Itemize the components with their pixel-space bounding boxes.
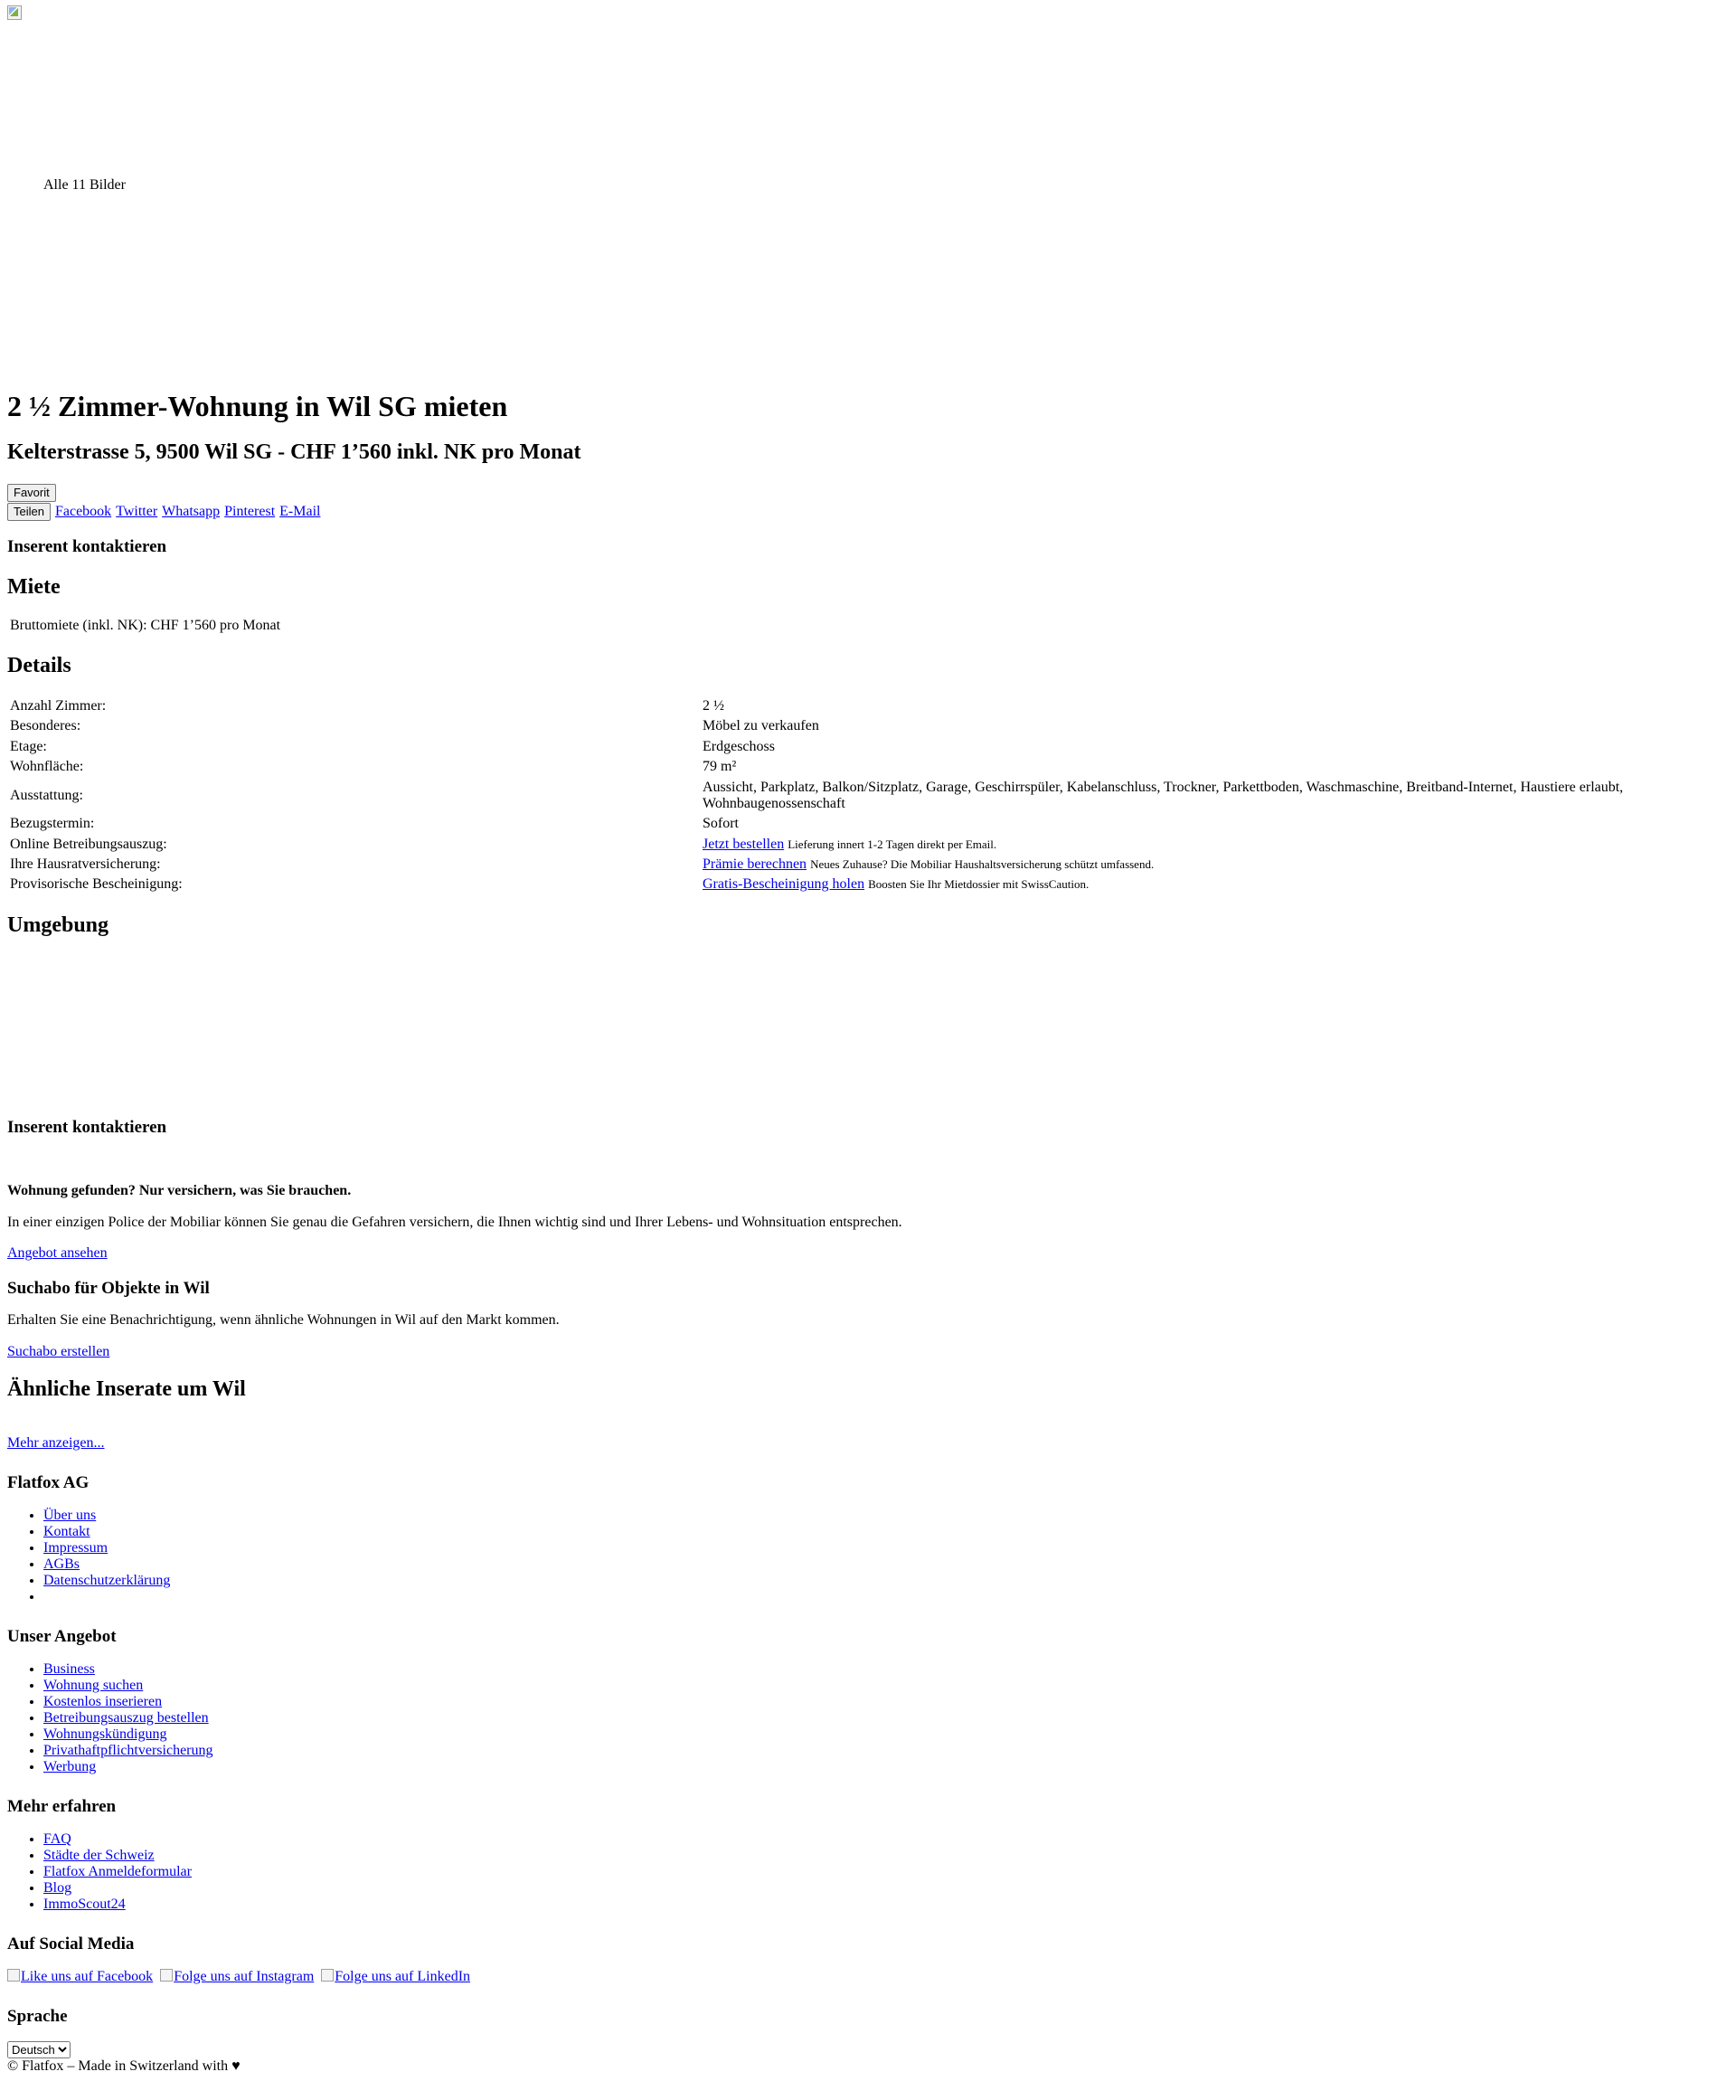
list-item <box>43 1524 1729 1540</box>
immoscout-link[interactable]: ImmoScout24 <box>43 1896 126 1912</box>
table-row <box>9 758 1727 776</box>
detail-value: 79 m² <box>703 759 737 775</box>
view-offer-link[interactable]: Angebot ansehen <box>7 1245 108 1262</box>
share-twitter-link[interactable]: Twitter <box>116 504 158 520</box>
list-item <box>43 1540 1729 1556</box>
contact-link[interactable]: Kontakt <box>43 1524 90 1540</box>
detail-note: Lieferung innert 1-2 Tagen direkt per Email. <box>788 837 997 851</box>
share-email-link[interactable]: E-Mail <box>279 504 321 520</box>
share-pinterest-link[interactable]: Pinterest <box>224 504 276 520</box>
free-listing-link[interactable]: Kostenlos inserieren <box>43 1694 163 1710</box>
advertising-link[interactable]: Werbung <box>43 1759 97 1775</box>
table-row <box>9 717 1727 735</box>
list-item <box>43 1678 1729 1694</box>
cities-link[interactable]: Städte der Schweiz <box>43 1847 155 1863</box>
table-row <box>9 738 1727 756</box>
insurance-box <box>7 1183 1729 1262</box>
list-item <box>43 1573 1729 1589</box>
footer-learn-list <box>7 1831 1729 1913</box>
detail-value: Möbel zu verkaufen <box>703 718 819 734</box>
insurance-title: Wohnung gefunden? Nur versichern, was Sie brauchen. <box>7 1183 352 1199</box>
table-row <box>9 815 1727 833</box>
image-gallery <box>7 0 1729 389</box>
footer-company-heading: Flatfox AG <box>7 1473 90 1493</box>
instagram-link-label: Folge uns auf Instagram <box>174 1968 315 1984</box>
list-item <box>43 1556 1729 1573</box>
footer-learn-heading: Mehr erfahren <box>7 1797 117 1817</box>
liability-insurance-link[interactable]: Privathaftpflichtversicherung <box>43 1743 213 1759</box>
detail-label: Wohnfläche: <box>10 759 84 775</box>
list-item <box>43 1743 1729 1759</box>
detail-label: Online Betreibungsauszug: <box>10 836 167 852</box>
list-item <box>43 1864 1729 1880</box>
favorite-row <box>7 484 1729 502</box>
list-item <box>43 1710 1729 1726</box>
list-item <box>43 1661 1729 1678</box>
detail-value: Sofort <box>703 816 739 832</box>
create-suchabo-link[interactable]: Suchabo erstellen <box>7 1343 110 1359</box>
suchabo-title: Suchabo für Objekte in Wil <box>7 1278 210 1298</box>
list-item <box>43 1694 1729 1710</box>
facebook-link[interactable] <box>7 1969 153 1984</box>
contact-heading-bottom[interactable]: Inserent kontaktieren <box>7 1117 167 1137</box>
copyright: © Flatfox – Made in Switzerland with ♥ <box>7 2058 241 2075</box>
imprint-link[interactable]: Impressum <box>43 1540 108 1556</box>
footer-language-heading: Sprache <box>7 2007 68 2027</box>
footer-offer-list <box>7 1661 1729 1775</box>
blog-link[interactable]: Blog <box>43 1879 72 1896</box>
list-item <box>43 1759 1729 1775</box>
insurance-text: In einer einzigen Police der Mobiliar können Sie genau die Gefahren versichern, die Ihnen wichtig sind und Ihrer Lebens- und Wohnsituation entsprechen. <box>7 1214 902 1230</box>
social-links <box>7 1969 1729 1985</box>
detail-value: Erdgeschoss <box>703 738 775 754</box>
share-row <box>7 503 1729 521</box>
linkedin-link-label: Folge uns auf LinkedIn <box>335 1968 471 1984</box>
detail-value <box>702 875 1727 894</box>
detail-label: Besonderes: <box>10 718 81 734</box>
gross-rent-cell: Bruttomiete (inkl. NK): CHF 1’560 pro Monat <box>10 617 281 633</box>
linkedin-link[interactable] <box>321 1969 470 1984</box>
instagram-link[interactable] <box>160 1969 314 1984</box>
similar-listings-area <box>7 1403 1729 1435</box>
registration-form-link[interactable]: Flatfox Anmeldeformular <box>43 1863 192 1879</box>
show-more-link[interactable]: Mehr anzeigen... <box>7 1435 105 1452</box>
footer-social-heading: Auf Social Media <box>7 1934 135 1953</box>
listing-subtitle: Kelterstrasse 5, 9500 Wil SG - CHF 1’560 inkl. NK pro Monat <box>7 440 581 465</box>
map-area <box>7 939 1729 1102</box>
instagram-icon <box>160 1969 173 1982</box>
table-row <box>9 617 1727 635</box>
linkedin-icon <box>321 1969 334 1982</box>
favorite-button[interactable]: Favorit <box>7 484 56 502</box>
details-heading: Details <box>7 654 71 678</box>
detail-value: 2 ½ <box>703 697 724 714</box>
table-row <box>9 836 1727 854</box>
footer-offer-heading: Unser Angebot <box>7 1627 117 1647</box>
detail-label: Anzahl Zimmer: <box>10 697 107 714</box>
order-debt-extract-link[interactable]: Jetzt bestellen <box>703 836 785 852</box>
surroundings-heading: Umgebung <box>7 913 109 937</box>
search-apartment-link[interactable]: Wohnung suchen <box>43 1678 144 1694</box>
business-link[interactable]: Business <box>43 1661 95 1678</box>
list-item-empty <box>43 1589 1729 1605</box>
about-link[interactable]: Über uns <box>43 1508 97 1524</box>
detail-value: Aussicht, Parkplatz, Balkon/Sitzplatz, Garage, Geschirrspüler, Kabelanschluss, Trockner, Parkettboden, Waschmaschine, Breitband-Internet, Haustiere erlaubt, Wohnbaugenossenschaft <box>703 779 1624 811</box>
facebook-link-label: Like uns auf Facebook <box>21 1968 154 1984</box>
all-images-link[interactable]: Alle 11 Bilder <box>43 177 126 193</box>
detail-value <box>702 856 1727 874</box>
calculate-premium-link[interactable]: Prämie berechnen <box>703 856 807 873</box>
footer <box>7 1473 1729 2075</box>
share-button[interactable]: Teilen <box>7 503 51 521</box>
table-row <box>9 875 1727 894</box>
similar-listings-heading: Ähnliche Inserate um Wil <box>7 1377 246 1402</box>
detail-label: Provisorische Bescheinigung: <box>10 876 183 893</box>
detail-label: Etage: <box>10 738 47 754</box>
list-item <box>43 1831 1729 1848</box>
detail-label: Ihre Hausratversicherung: <box>10 856 161 873</box>
privacy-link[interactable]: Datenschutzerklärung <box>43 1573 171 1589</box>
share-whatsapp-link[interactable]: Whatsapp <box>162 504 221 520</box>
rent-table <box>7 615 1729 637</box>
table-row <box>9 697 1727 715</box>
list-item <box>43 1880 1729 1897</box>
broken-image-icon[interactable] <box>7 5 22 20</box>
detail-label: Ausstattung: <box>10 787 83 803</box>
detail-label: Bezugstermin: <box>10 816 95 832</box>
listing-title: 2 ½ Zimmer-Wohnung in Wil SG mieten <box>7 390 508 422</box>
termination-link[interactable]: Wohnungskündigung <box>43 1726 167 1743</box>
debt-extract-link[interactable]: Betreibungsauszug bestellen <box>43 1710 209 1726</box>
detail-note: Neues Zuhause? Die Mobiliar Haushaltsversicherung schützt umfassend. <box>810 857 1155 872</box>
free-certificate-link[interactable]: Gratis-Bescheinigung holen <box>703 876 865 893</box>
list-item <box>43 1897 1729 1913</box>
terms-link[interactable]: AGBs <box>43 1556 80 1573</box>
facebook-icon <box>7 1969 20 1982</box>
language-select[interactable] <box>7 2041 71 2058</box>
faq-link[interactable]: FAQ <box>43 1830 71 1847</box>
table-row <box>9 856 1727 874</box>
detail-value <box>702 836 1727 854</box>
footer-company-list <box>7 1508 1729 1605</box>
list-item <box>43 1726 1729 1743</box>
list-item <box>43 1848 1729 1864</box>
detail-note: Boosten Sie Ihr Mietdossier mit SwissCaution. <box>868 877 1090 892</box>
suchabo-text: Erhalten Sie eine Benachrichtigung, wenn ähnliche Wohnungen in Wil auf den Markt kommen. <box>7 1312 560 1329</box>
share-facebook-link[interactable]: Facebook <box>54 504 112 520</box>
rent-heading: Miete <box>7 574 61 599</box>
list-item <box>43 1508 1729 1524</box>
contact-heading[interactable]: Inserent kontaktieren <box>7 537 167 557</box>
details-table <box>7 695 1729 896</box>
table-row <box>9 779 1727 814</box>
